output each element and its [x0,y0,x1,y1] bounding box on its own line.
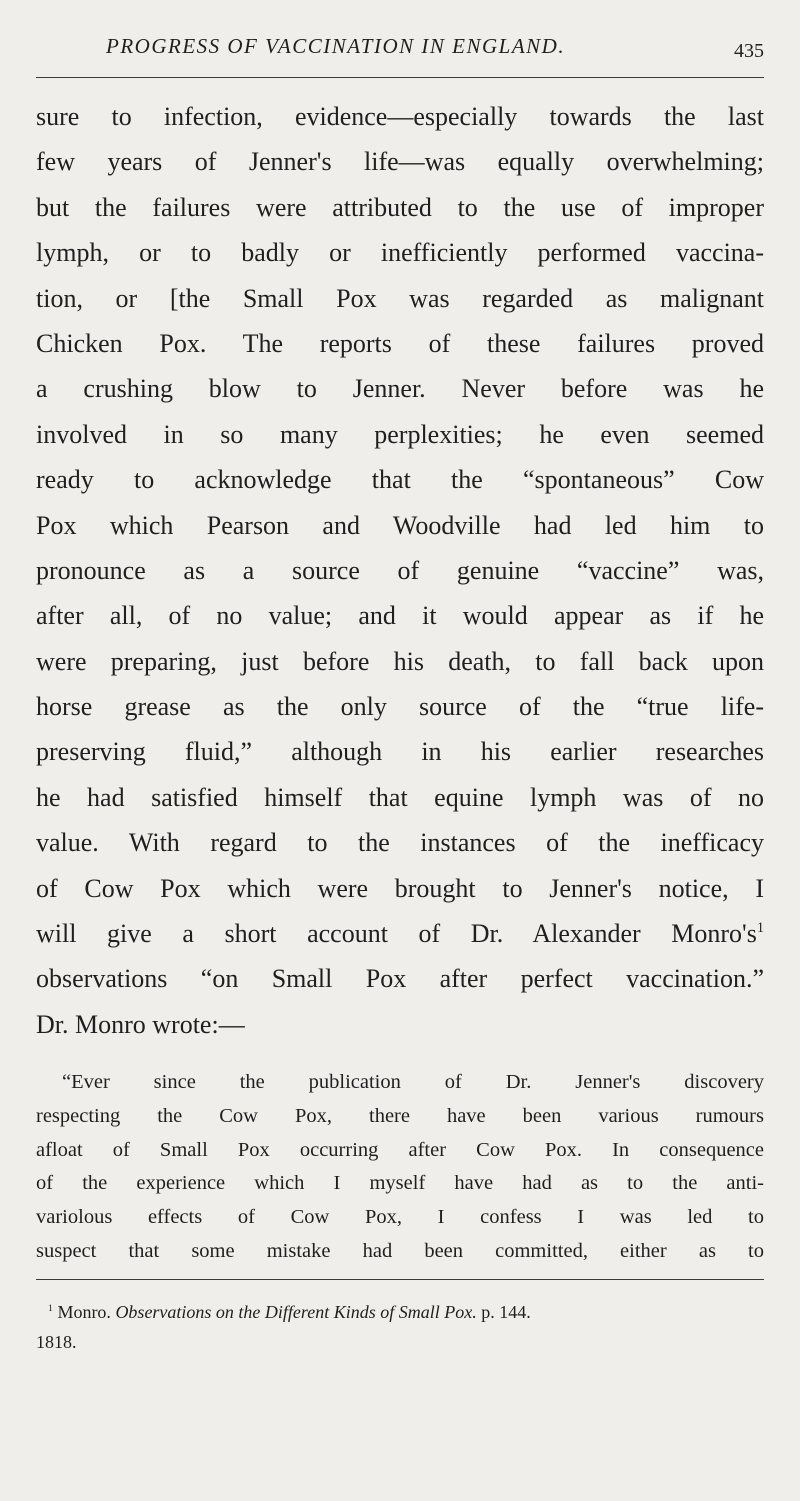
footnote-author: Monro. [57,1302,111,1322]
quote-line: variolous effects of Cow Pox, I confess I was led to [36,1206,764,1229]
body-line: involved in so many perplexities; he even seemed [36,419,764,449]
body-line: preserving fluid,” although in his earlier researches [36,737,764,767]
quote-line: of the experience which I myself have had as to the anti- [36,1172,764,1195]
body-line: after all, of no value; and it would appear as if he [36,601,764,631]
body-line: few years of Jenner's life—was equally overwhelming; [36,147,764,177]
block-quote [36,1066,764,1269]
body-line: Pox which Pearson and Woodville had led him to [36,510,764,540]
body-line: tion, or [the Small Pox was regarded as malignant [36,283,764,313]
footnote-reference: 1 [756,920,764,937]
running-head [36,30,764,70]
body-line: observations “on Small Pox after perfect vaccination.” [36,964,764,994]
body-line: Chicken Pox. The reports of these failures proved [36,328,764,358]
footnote-work-title: Observations on the Different Kinds of Small Pox. [115,1302,477,1322]
page-number: 435 [734,40,764,62]
body-line: ready to acknowledge that the “spontaneous” Cow [36,465,764,495]
body-line [36,911,764,956]
footnote-page: p. 144. [481,1302,531,1322]
footnote-rule [36,1279,764,1280]
quote-line: suspect that some mistake had been committed, either as to [36,1239,764,1262]
body-line: Dr. Monro wrote:— [36,1009,245,1039]
footnote-line [36,1297,764,1327]
body-line: value. With regard to the instances of the inefficacy [36,828,764,858]
body-line: sure to infection, evidence—especially towards the last [36,102,764,131]
body-line: of Cow Pox which were brought to Jenner's notice, I [36,873,764,903]
footnote-year: 1818. [36,1332,77,1352]
quote-line: afloat of Small Pox occurring after Cow Pox. In consequence [36,1138,764,1161]
body-line-text: will give a short account of Dr. Alexander Monro's [36,919,757,949]
footnote [36,1297,764,1357]
body-line: a crushing blow to Jenner. Never before was he [36,374,764,404]
quote-line: respecting the Cow Pox, there have been various rumours [36,1104,764,1127]
body-text [36,94,764,1047]
footnote-mark: 1 [48,1303,53,1315]
header-rule [36,77,764,78]
body-line: were preparing, just before his death, to fall back upon [36,646,764,676]
body-line: he had satisfied himself that equine lymph was of no [36,782,764,812]
running-title: PROGRESS OF VACCINATION IN ENGLAND. [106,34,566,58]
body-line: pronounce as a source of genuine “vaccine” was, [36,555,764,585]
body-line: horse grease as the only source of the “true life- [36,692,764,722]
quote-line: “Ever since the publication of Dr. Jenner's discovery [62,1071,764,1093]
body-line: but the failures were attributed to the use of improper [36,192,764,222]
body-line: lymph, or to badly or inefficiently performed vaccina- [36,238,764,268]
